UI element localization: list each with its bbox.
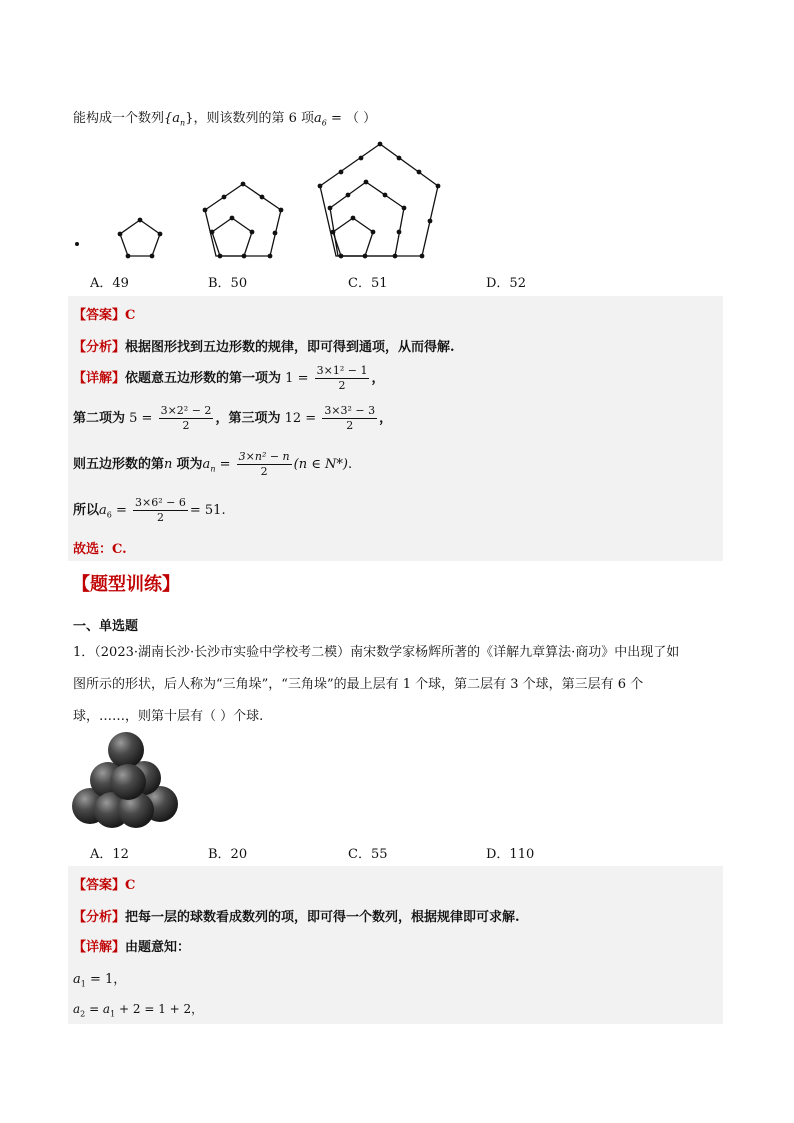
recurrence-line-2 <box>73 1000 203 1018</box>
conclusion-line: 所以$a_6$ = $\frac{\text{3×6² − 6}}{2}$ = 51. <box>73 496 226 524</box>
pentagon-1 <box>120 220 160 256</box>
analysis-text: 根据图形找到五边形数的规律，即可得到通项，从而得解. <box>125 340 455 355</box>
intro-text: 能构成一个数列 <box>73 111 165 126</box>
option-b[interactable]: B．50 <box>208 276 248 291</box>
pentagon-3-outer <box>320 144 438 256</box>
bullet-dot <box>75 242 79 246</box>
detail-tag: 【详解】 <box>73 371 126 386</box>
pentagon-3-inner <box>333 218 373 256</box>
a2-symbol: a <box>73 1002 81 1016</box>
detail-tag: 【详解】 <box>73 940 126 955</box>
answer-line-1 <box>73 304 135 323</box>
sequence-subscript: n <box>180 118 186 128</box>
formula-6-numerator: 3×6² − 6 <box>135 496 186 509</box>
answer-value: C <box>125 878 136 893</box>
recurrence-line-1 <box>73 968 126 989</box>
analysis-tag: 【分析】 <box>73 910 126 925</box>
answer-tag: 【答案】 <box>73 308 126 323</box>
general-term-line: 则五边形数的第n 项为$a_n$ = $\frac{\text{3×n² − n}}{2}$ (n ∈ N*). <box>73 450 353 478</box>
a6-result-subscript: 6 <box>106 510 112 520</box>
section-title: 【题型训练】 <box>72 574 180 595</box>
formula-3-fraction <box>322 404 377 433</box>
a1-symbol: a <box>73 972 81 987</box>
sequence-symbol: {a <box>164 111 181 126</box>
a2-rhs-subscript: 1 <box>110 1009 116 1019</box>
intro-blank: = （ ） <box>326 111 377 126</box>
pentagonal-number-figure <box>68 140 448 265</box>
option-c[interactable]: C．55 <box>348 847 388 862</box>
general-term-text: 则五边形数的第 <box>73 457 165 472</box>
pentagon-2-inner <box>212 218 252 256</box>
formula-n-condition: (n ∈ N*) <box>293 457 348 472</box>
formula-1-denominator: 2 <box>338 379 346 392</box>
formula-3-numerator: 3×3² − 3 <box>324 404 376 417</box>
pentagon-3-mid <box>330 182 404 256</box>
a2-rhs: = a <box>85 1002 111 1016</box>
question-intro <box>73 107 376 128</box>
second-term-text: 第二项为 <box>73 411 126 426</box>
option-d[interactable]: D．110 <box>486 847 535 862</box>
formula-6-denominator: 2 <box>156 511 164 524</box>
formula-n-denominator: 2 <box>260 465 268 478</box>
formula-3-lhs: 12 = <box>284 411 317 426</box>
option-a[interactable]: A．12 <box>90 847 129 862</box>
option-a[interactable]: A．49 <box>90 276 129 291</box>
detail-text: 由题意知： <box>125 940 191 955</box>
formula-6-result: = 51. <box>189 503 226 518</box>
term-text: 项为 <box>176 457 203 472</box>
an-subscript: n <box>210 464 216 474</box>
a6-result-symbol: a <box>99 503 107 518</box>
question-2-line-1: 1．（2023·湖南长沙·长沙市实验中学校考二模）南宋数学家杨辉所著的《详解九章算法·商功》中出现了如 <box>73 645 680 660</box>
so-text: 所以 <box>73 503 100 518</box>
analysis-tag: 【分析】 <box>73 340 126 355</box>
n-symbol: n <box>164 457 173 472</box>
a6-subscript: 6 <box>321 118 327 128</box>
formula-2-numerator: 3×2² − 2 <box>160 404 212 417</box>
question-2-line-3: 球，……，则第十层有（ ）个球. <box>73 709 264 724</box>
options-row-2 <box>90 843 690 861</box>
formula-2-lhs: 5 = <box>129 411 153 426</box>
intro-text-2: ，则该数列的第 6 项 <box>193 111 315 126</box>
an-symbol: a <box>202 457 211 472</box>
formula-n-numerator: 3×n² − n <box>238 450 290 463</box>
answer-value: C <box>125 308 136 323</box>
a2-subscript: 2 <box>80 1009 86 1019</box>
subsection-title: 一、单选题 <box>73 619 139 634</box>
formula-2-fraction <box>159 404 214 433</box>
formula-3-denominator: 2 <box>346 419 354 432</box>
options-row-1 <box>90 272 690 290</box>
analysis-text: 把每一层的球数看成数列的项，即可得一个数列，根据规律即可求解. <box>125 910 520 925</box>
answer-line-2 <box>73 874 135 893</box>
a6-symbol: a <box>314 111 322 126</box>
detail-line-1: 【详解】依题意五边形数的第一项为 1 = $\frac{\text{3×1² − 1}}{2}$ ， <box>73 364 385 392</box>
second-third-line: 第二项为 5 = $\frac{\text{3×2² − 2}}{2}$ ，第三项为 12 = $\frac{\text{3×3² − 3}}{2}$ ， <box>73 404 393 432</box>
option-d[interactable]: D．52 <box>486 276 526 291</box>
choice-line-1 <box>73 538 127 557</box>
question-2-line-2: 图所示的形状，后人称为“三角垛”，“三角垛”的最上层有 1 个球，第二层有 3 个球，第三层有 6 个 <box>73 677 644 692</box>
formula-2-denominator: 2 <box>182 419 190 432</box>
analysis-line-2 <box>73 906 520 925</box>
option-b[interactable]: B．20 <box>208 847 248 862</box>
sequence-brace: } <box>185 111 194 126</box>
formula-n-fraction <box>237 450 292 479</box>
formula-1-lhs: 1 = <box>285 371 309 386</box>
analysis-line-1 <box>73 336 455 355</box>
formula-1-numerator: 3×1² − 1 <box>316 364 368 377</box>
a1-value: = 1， <box>85 972 127 987</box>
a1-subscript: 1 <box>80 979 86 989</box>
formula-1-fraction <box>315 364 370 393</box>
formula-6-fraction <box>133 496 188 525</box>
answer-tag: 【答案】 <box>73 878 126 893</box>
third-term-text: ，第三项为 <box>215 411 281 426</box>
detail-text: 依题意五边形数的第一项为 <box>125 371 282 386</box>
a2-tail: + 2 = 1 + 2， <box>115 1002 204 1016</box>
detail-line-2 <box>73 936 190 955</box>
ball-pyramid-image <box>70 728 182 832</box>
option-c[interactable]: C．51 <box>348 276 388 291</box>
choice-text: 故选：C. <box>73 542 127 557</box>
